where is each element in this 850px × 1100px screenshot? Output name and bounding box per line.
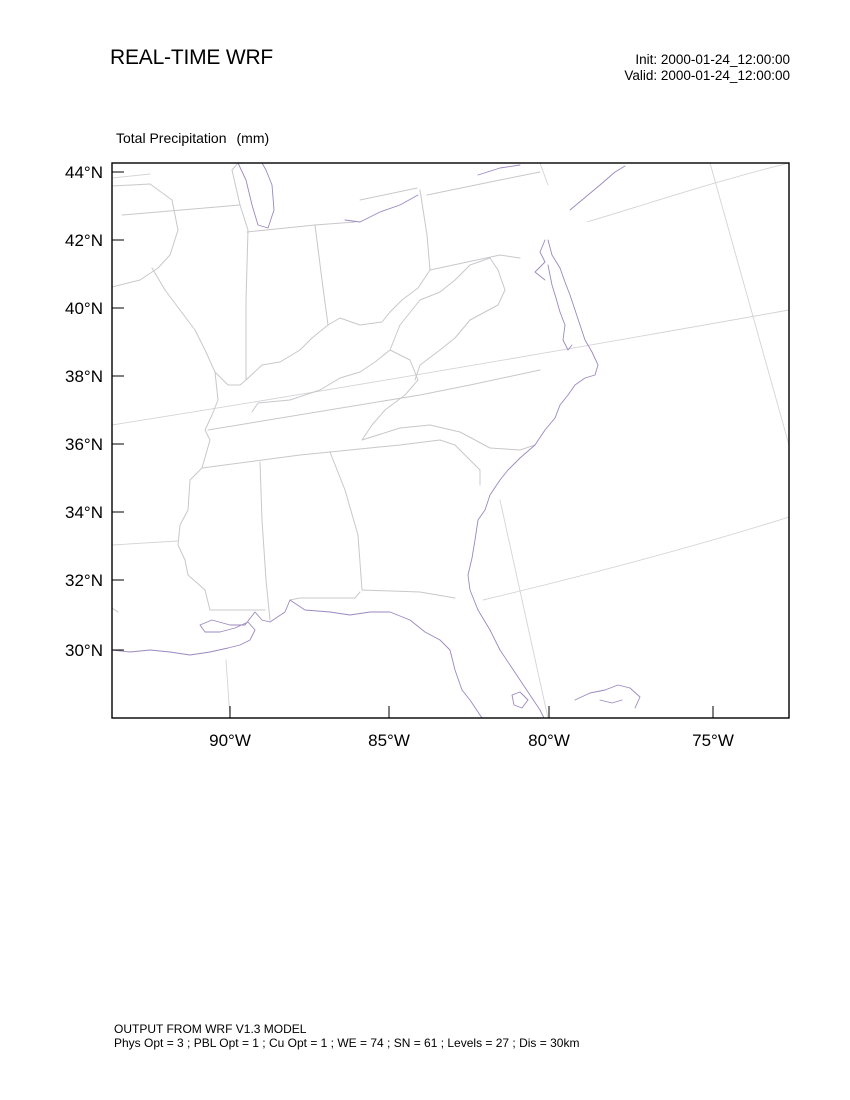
state-boundary — [208, 370, 540, 430]
model-info-line: OUTPUT FROM WRF V1.3 MODEL — [114, 1022, 307, 1036]
state-boundary — [122, 205, 240, 215]
gulf-coast-florida — [290, 600, 482, 718]
lon-label: 90°W — [209, 731, 251, 750]
long-island — [570, 166, 625, 210]
graticule-line — [483, 517, 789, 600]
lat-label: 34°N — [65, 503, 103, 522]
graticule-line — [112, 541, 178, 545]
graticule — [112, 163, 789, 718]
lat-label: 30°N — [65, 641, 103, 660]
lat-label: 38°N — [65, 367, 103, 386]
state-boundary — [362, 350, 418, 440]
state-boundary — [202, 415, 212, 468]
gulf-coast-west — [112, 600, 290, 655]
lat-label: 32°N — [65, 571, 103, 590]
state-boundary — [112, 608, 118, 612]
state-boundary — [328, 270, 430, 325]
state-boundary — [315, 225, 328, 325]
lat-label: 40°N — [65, 299, 103, 318]
model-info — [114, 1022, 579, 1050]
field-name: Total Precipitation — [116, 130, 227, 146]
state-boundary — [390, 258, 498, 350]
state-boundary — [152, 268, 246, 385]
state-boundary — [232, 163, 240, 205]
bahamas-island — [600, 700, 622, 703]
page-title: REAL-TIME WRF — [110, 46, 274, 69]
florida-keys — [512, 692, 528, 708]
state-boundary — [360, 188, 417, 200]
state-boundary — [420, 190, 430, 270]
lon-label: 80°W — [528, 731, 570, 750]
model-info-line: Phys Opt = 3 ; PBL Opt = 1 ; Cu Opt = 1 ; WE = 74 ; SN = 61 ; Levels = 27 ; Dis = 30km — [114, 1036, 580, 1050]
state-boundary — [260, 462, 270, 620]
graticule-line — [112, 310, 789, 425]
lake-michigan — [238, 163, 274, 228]
state-boundary — [427, 172, 540, 195]
graticule-line — [710, 163, 789, 445]
field-unit: (mm) — [236, 130, 270, 146]
coastlines — [112, 163, 640, 718]
state-boundary — [240, 205, 248, 380]
state-boundary — [440, 440, 480, 485]
delaware-bay — [535, 240, 545, 280]
lat-label: 36°N — [65, 435, 103, 454]
state-boundary — [290, 592, 360, 600]
state-boundary — [246, 325, 328, 380]
map-frame — [112, 163, 789, 718]
state-boundary — [252, 350, 390, 412]
atlantic-coast-north — [548, 240, 575, 310]
chesapeake — [548, 265, 572, 350]
state-boundary — [430, 255, 520, 270]
state-boundary — [202, 440, 440, 468]
graticule-line — [112, 174, 150, 178]
init-time: Init: 2000-01-24_12:00:00 — [635, 52, 790, 67]
lake-erie — [345, 195, 418, 222]
lat-label: 44°N — [65, 163, 103, 182]
lon-axis — [209, 706, 734, 750]
state-boundary — [112, 184, 178, 287]
lat-label: 42°N — [65, 231, 103, 250]
state-boundary — [362, 590, 455, 598]
lat-axis — [65, 163, 124, 660]
graticule-line — [226, 660, 230, 718]
state-boundaries — [112, 163, 540, 620]
lon-label: 75°W — [692, 731, 734, 750]
lon-label: 85°W — [368, 731, 410, 750]
graticule-line — [540, 163, 548, 185]
graticule-line — [587, 163, 789, 222]
valid-time: Valid: 2000-01-24_12:00:00 — [624, 68, 790, 83]
bahamas-island — [575, 685, 640, 708]
state-boundary — [330, 452, 362, 590]
lake-ontario — [478, 165, 520, 175]
state-boundary — [178, 468, 210, 610]
state-boundary — [415, 270, 505, 380]
